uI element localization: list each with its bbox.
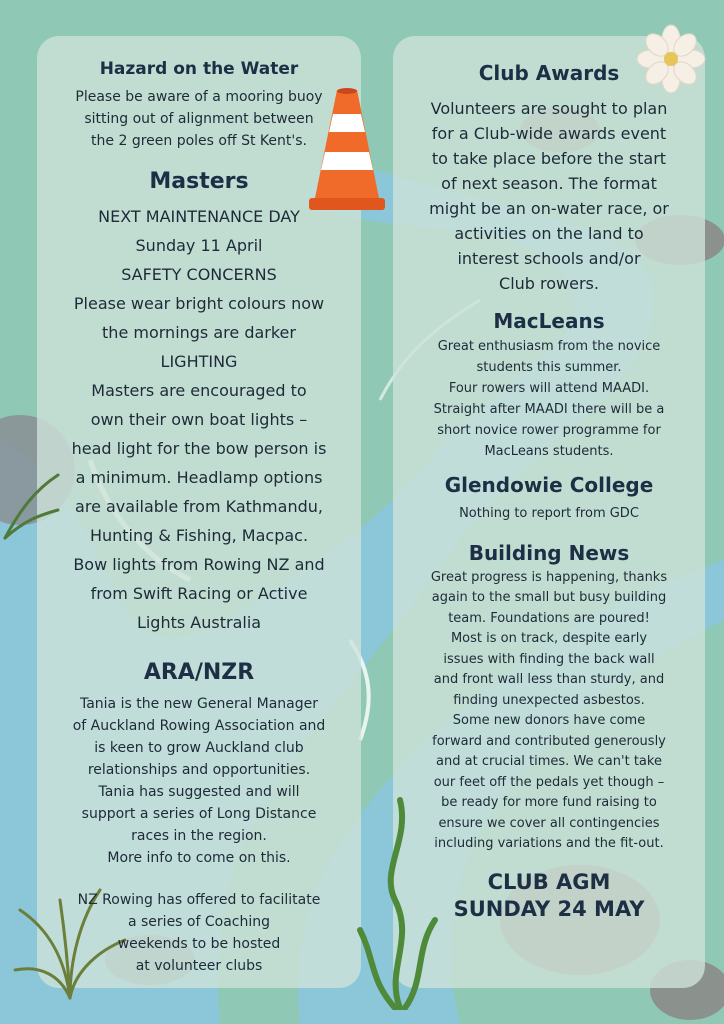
macleans-title: MacLeans — [493, 309, 605, 333]
right-column — [393, 58, 705, 923]
glendowie-body: Nothing to report from GDC — [459, 506, 639, 521]
masters-line: LIGHTING — [160, 352, 238, 371]
agm-line-1: CLUB AGM — [487, 869, 611, 894]
masters-line: Please wear bright colours now — [73, 294, 325, 313]
building-body: Great progress is happening, thanks again to the small but busy building team. Foundations are poured! Most is on track, despite early issues with finding the back wall and front wall less than sturdy, and finding unexpected asbestos. Some new donors have come forward and contributed generously and at crucial times. We can't take our feet off the pedals yet though – be ready for more fund raising to ensure we cover all contingencies including variations and the fit-out. — [430, 569, 668, 851]
glendowie-title: Glendowie College — [444, 473, 654, 497]
ara-title: ARA/NZR — [143, 660, 255, 685]
masters-lighting-body: Masters are encouraged to own their own boat lights – head light for the bow person is a minimum. Headlamp options are available from Kathmandu, Hunting & Fishing, Macpac. Bow lights from Rowing NZ and from Swift Racing or Active Lights Australia — [71, 381, 327, 632]
building-title: Building News — [468, 540, 630, 565]
hazard-title: Hazard on the Water — [99, 59, 299, 79]
ara-body: Tania is the new General Manager of Auckland Rowing Association and is keen to grow Auckland club relationships and opportunities. Tania has suggested and will support a series of Long Distance races in the region. More info to come on this. — [72, 696, 326, 866]
left-column — [37, 56, 361, 977]
hazard-body: Please be aware of a mooring buoy sitting out of alignment between the 2 green poles off St Kent's. — [75, 89, 323, 149]
awards-body: Volunteers are sought to plan for a Club-wide awards event to take place before the start of next season. The format might be an on-water race, or activities on the land to interest schools and/or Club rowers. — [429, 99, 669, 293]
masters-line: the mornings are darker — [102, 323, 296, 342]
masters-line: SAFETY CONCERNS — [121, 265, 277, 284]
masters-line: NEXT MAINTENANCE DAY — [98, 207, 300, 226]
ara-body-2: NZ Rowing has offered to facilitate a series of Coaching weekends to be hosted at volunteer clubs — [77, 892, 321, 974]
macleans-body: Great enthusiasm from the novice students this summer. Four rowers will attend MAADI. Straight after MAADI there will be a short novice rower programme for MacLeans students. — [433, 339, 665, 459]
awards-title: Club Awards — [478, 61, 620, 85]
agm-line-2: SUNDAY 24 MAY — [453, 896, 645, 921]
masters-line: Sunday 11 April — [135, 236, 263, 255]
masters-title: Masters — [149, 169, 249, 194]
